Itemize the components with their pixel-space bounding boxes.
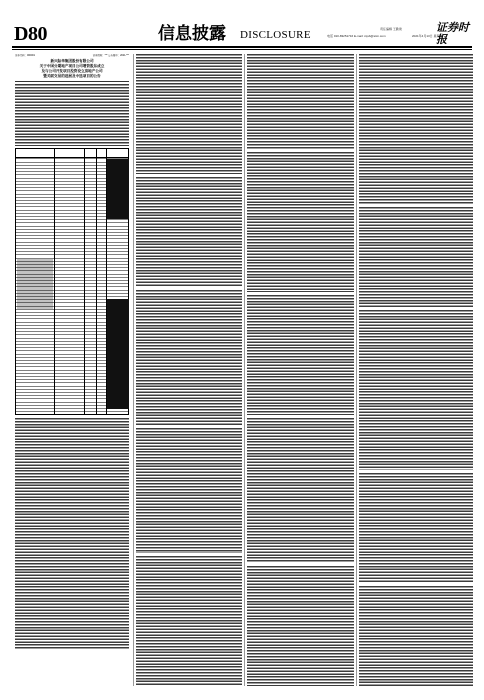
body-text — [247, 418, 354, 563]
title-rule — [15, 81, 129, 82]
body-text — [359, 310, 473, 470]
table-shaded-block — [107, 299, 129, 409]
column-1 — [15, 54, 129, 686]
body-text — [136, 177, 242, 287]
column-divider — [133, 54, 134, 686]
stock-code-line — [15, 54, 129, 57]
data-table — [15, 148, 129, 415]
body-text — [136, 54, 242, 174]
body-text — [136, 428, 242, 553]
body-text — [136, 556, 242, 686]
table-shaded-block — [17, 259, 53, 309]
title-line: 及与公司开发项目投资设立房地产公司 — [41, 69, 103, 73]
table-shaded-block — [107, 159, 129, 219]
stock-code: 证券代码：000001 — [15, 54, 35, 57]
title-line: 关于中国分期地产项目公司增资股东成立 — [39, 64, 105, 68]
body-text — [359, 586, 473, 686]
body-text — [15, 84, 129, 146]
table-col-line — [84, 149, 85, 414]
column-3 — [247, 54, 354, 686]
title-line: 新兴际华集团股份有限公司 — [50, 59, 94, 63]
contact-line: 电话 010-83251716 E-mail: zqsb@stcn.com — [327, 34, 386, 38]
column-2 — [136, 54, 242, 686]
column-divider — [356, 54, 357, 686]
masthead-rule-thin — [12, 49, 472, 50]
section-subtitle: DISCLOSURE — [240, 29, 311, 41]
newspaper-logo: 证券时报 — [436, 21, 469, 46]
title-line: 暨关联交易的进展及中选项目的公告 — [43, 74, 101, 78]
announcement-title — [15, 59, 129, 79]
body-text — [247, 566, 354, 686]
announcement-number: 证券简称：*** 公告编号：2021-*** — [92, 54, 129, 57]
table-header — [16, 149, 128, 158]
section-title: 信息披露 — [158, 24, 226, 44]
page-number: D80 — [14, 23, 47, 45]
body-text — [247, 152, 354, 292]
body-text — [136, 290, 242, 425]
body-text — [359, 207, 473, 307]
masthead — [12, 22, 472, 44]
body-text — [247, 295, 354, 415]
column-4 — [359, 54, 473, 686]
body-text — [359, 54, 473, 204]
column-divider — [244, 54, 245, 686]
editor-line: 责任编辑 王勤建 — [380, 27, 402, 31]
table-col-line — [96, 149, 97, 414]
body-text — [247, 54, 354, 149]
masthead-rule — [12, 46, 472, 48]
date-line: 2021年4月13日 星期二 — [412, 34, 443, 38]
table-col-line — [54, 149, 55, 414]
body-text — [359, 473, 473, 583]
body-text — [15, 418, 129, 650]
